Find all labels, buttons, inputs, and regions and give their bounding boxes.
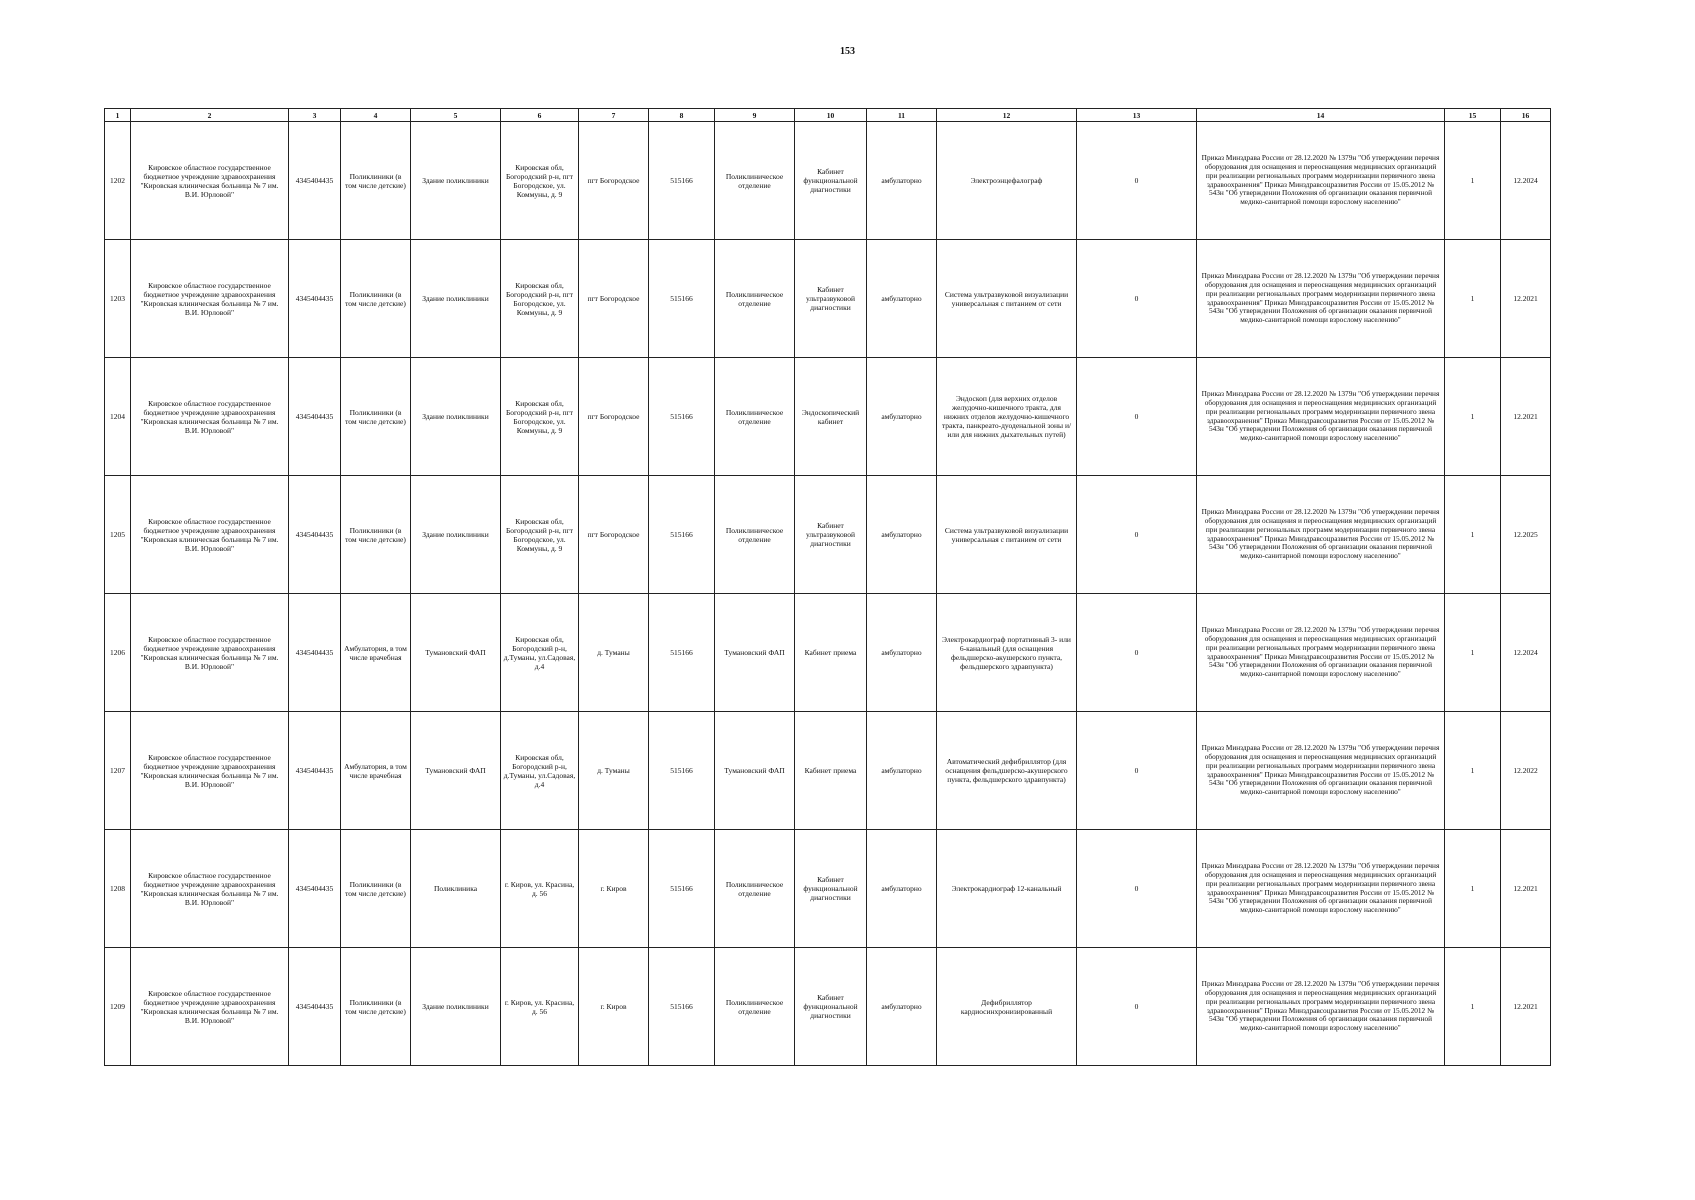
building-cell: Тумановский ФАП bbox=[411, 594, 501, 712]
table-row bbox=[105, 358, 1551, 476]
department-cell: Поликлиническое отделение bbox=[715, 476, 795, 594]
facility-type-cell: Поликлиники (в том числе детские) bbox=[341, 476, 411, 594]
building-cell: Здание поликлиники bbox=[411, 948, 501, 1066]
code-cell: 515166 bbox=[649, 830, 715, 948]
row-number-cell: 1206 bbox=[105, 594, 131, 712]
department-cell: Тумановский ФАП bbox=[715, 712, 795, 830]
quantity-required-cell: 1 bbox=[1445, 948, 1501, 1066]
legal-basis-cell: Приказ Минздрава России от 28.12.2020 № 1379н "Об утверждении перечня оборудования для оснащения и переоснащения медицинских организаций при реализации региональных программ модернизации первичного звена здравоохранения" Приказ Минздравсоцразвития России от 15.05.2012 № 543н "Об утверждении Положения об организации оказания первичной медико-санитарной помощи взрослому населению" bbox=[1197, 358, 1445, 476]
department-cell: Поликлиническое отделение bbox=[715, 830, 795, 948]
equipment-cell: Система ультразвуковой визуализации универсальная с питанием от сети bbox=[937, 240, 1077, 358]
care-form-cell: амбулаторно bbox=[867, 948, 937, 1066]
column-header: 10 bbox=[795, 109, 867, 122]
date-cell: 12.2024 bbox=[1501, 122, 1551, 240]
locality-cell: д. Туманы bbox=[579, 594, 649, 712]
quantity-available-cell: 0 bbox=[1077, 948, 1197, 1066]
organization-cell: Кировское областное государственное бюджетное учреждение здравоохранения "Кировская клиническая больница № 7 им. В.И. Юрловой" bbox=[131, 948, 289, 1066]
code-cell: 515166 bbox=[649, 240, 715, 358]
column-header: 8 bbox=[649, 109, 715, 122]
address-cell: Кировская обл, Богородский р-н, пгт Богородское, ул. Коммуны, д. 9 bbox=[501, 240, 579, 358]
date-cell: 12.2024 bbox=[1501, 594, 1551, 712]
locality-cell: г. Киров bbox=[579, 830, 649, 948]
column-header: 1 bbox=[105, 109, 131, 122]
date-cell: 12.2021 bbox=[1501, 948, 1551, 1066]
department-cell: Поликлиническое отделение bbox=[715, 358, 795, 476]
quantity-available-cell: 0 bbox=[1077, 358, 1197, 476]
department-cell: Поликлиническое отделение bbox=[715, 240, 795, 358]
table-body bbox=[105, 122, 1551, 1066]
address-cell: Кировская обл, Богородский р-н, д.Туманы, ул.Садовая, д.4 bbox=[501, 712, 579, 830]
equipment-cell: Дефибриллятор кардиосинхронизированный bbox=[937, 948, 1077, 1066]
date-cell: 12.2025 bbox=[1501, 476, 1551, 594]
building-cell: Здание поликлиники bbox=[411, 240, 501, 358]
facility-type-cell: Поликлиники (в том числе детские) bbox=[341, 948, 411, 1066]
inn-cell: 4345404435 bbox=[289, 476, 341, 594]
table-row bbox=[105, 594, 1551, 712]
organization-cell: Кировское областное государственное бюджетное учреждение здравоохранения "Кировская клиническая больница № 7 им. В.И. Юрловой" bbox=[131, 240, 289, 358]
locality-cell: г. Киров bbox=[579, 948, 649, 1066]
building-cell: Здание поликлиники bbox=[411, 476, 501, 594]
table-header-row bbox=[105, 109, 1551, 122]
facility-type-cell: Поликлиники (в том числе детские) bbox=[341, 122, 411, 240]
organization-cell: Кировское областное государственное бюджетное учреждение здравоохранения "Кировская клиническая больница № 7 им. В.И. Юрловой" bbox=[131, 122, 289, 240]
cabinet-cell: Кабинет функциональной диагностики bbox=[795, 948, 867, 1066]
cabinet-cell: Кабинет ультразвуковой диагностики bbox=[795, 476, 867, 594]
address-cell: Кировская обл, Богородский р-н, д.Туманы, ул.Садовая, д.4 bbox=[501, 594, 579, 712]
building-cell: Здание поликлиники bbox=[411, 122, 501, 240]
organization-cell: Кировское областное государственное бюджетное учреждение здравоохранения "Кировская клиническая больница № 7 им. В.И. Юрловой" bbox=[131, 830, 289, 948]
column-header: 9 bbox=[715, 109, 795, 122]
code-cell: 515166 bbox=[649, 476, 715, 594]
row-number-cell: 1207 bbox=[105, 712, 131, 830]
address-cell: г. Киров, ул. Красина, д. 56 bbox=[501, 948, 579, 1066]
equipment-cell: Электрокардиограф портативный 3- или 6-канальный (для оснащения фельдшерско-акушерского пункта, фельдшерского здравпункта) bbox=[937, 594, 1077, 712]
facility-type-cell: Амбулатория, в том числе врачебная bbox=[341, 712, 411, 830]
quantity-available-cell: 0 bbox=[1077, 712, 1197, 830]
quantity-required-cell: 1 bbox=[1445, 830, 1501, 948]
cabinet-cell: Кабинет приема bbox=[795, 712, 867, 830]
quantity-required-cell: 1 bbox=[1445, 476, 1501, 594]
column-header: 5 bbox=[411, 109, 501, 122]
row-number-cell: 1205 bbox=[105, 476, 131, 594]
inn-cell: 4345404435 bbox=[289, 240, 341, 358]
column-header: 6 bbox=[501, 109, 579, 122]
address-cell: г. Киров, ул. Красина, д. 56 bbox=[501, 830, 579, 948]
legal-basis-cell: Приказ Минздрава России от 28.12.2020 № 1379н "Об утверждении перечня оборудования для оснащения и переоснащения медицинских организаций при реализации региональных программ модернизации первичного звена здравоохранения" Приказ Минздравсоцразвития России от 15.05.2012 № 543н "Об утверждении Положения об организации оказания первичной медико-санитарной помощи взрослому населению" bbox=[1197, 476, 1445, 594]
organization-cell: Кировское областное государственное бюджетное учреждение здравоохранения "Кировская клиническая больница № 7 им. В.И. Юрловой" bbox=[131, 712, 289, 830]
date-cell: 12.2021 bbox=[1501, 830, 1551, 948]
column-header: 16 bbox=[1501, 109, 1551, 122]
column-header: 4 bbox=[341, 109, 411, 122]
equipment-table bbox=[104, 108, 1551, 1066]
legal-basis-cell: Приказ Минздрава России от 28.12.2020 № 1379н "Об утверждении перечня оборудования для оснащения и переоснащения медицинских организаций при реализации региональных программ модернизации первичного звена здравоохранения" Приказ Минздравсоцразвития России от 15.05.2012 № 543н "Об утверждении Положения об организации оказания первичной медико-санитарной помощи взрослому населению" bbox=[1197, 240, 1445, 358]
date-cell: 12.2021 bbox=[1501, 358, 1551, 476]
organization-cell: Кировское областное государственное бюджетное учреждение здравоохранения "Кировская клиническая больница № 7 им. В.И. Юрловой" bbox=[131, 476, 289, 594]
table-row bbox=[105, 240, 1551, 358]
code-cell: 515166 bbox=[649, 594, 715, 712]
quantity-required-cell: 1 bbox=[1445, 358, 1501, 476]
row-number-cell: 1209 bbox=[105, 948, 131, 1066]
inn-cell: 4345404435 bbox=[289, 122, 341, 240]
care-form-cell: амбулаторно bbox=[867, 712, 937, 830]
locality-cell: пгт Богородское bbox=[579, 476, 649, 594]
locality-cell: пгт Богородское bbox=[579, 240, 649, 358]
legal-basis-cell: Приказ Минздрава России от 28.12.2020 № 1379н "Об утверждении перечня оборудования для оснащения и переоснащения медицинских организаций при реализации региональных программ модернизации первичного звена здравоохранения" Приказ Минздравсоцразвития России от 15.05.2012 № 543н "Об утверждении Положения об организации оказания первичной медико-санитарной помощи взрослому населению" bbox=[1197, 712, 1445, 830]
cabinet-cell: Кабинет ультразвуковой диагностики bbox=[795, 240, 867, 358]
address-cell: Кировская обл, Богородский р-н, пгт Богородское, ул. Коммуны, д. 9 bbox=[501, 358, 579, 476]
code-cell: 515166 bbox=[649, 122, 715, 240]
quantity-required-cell: 1 bbox=[1445, 122, 1501, 240]
department-cell: Поликлиническое отделение bbox=[715, 122, 795, 240]
quantity-available-cell: 0 bbox=[1077, 830, 1197, 948]
cabinet-cell: Кабинет функциональной диагностики bbox=[795, 122, 867, 240]
page-number: 153 bbox=[840, 46, 855, 57]
facility-type-cell: Поликлиники (в том числе детские) bbox=[341, 830, 411, 948]
date-cell: 12.2021 bbox=[1501, 240, 1551, 358]
legal-basis-cell: Приказ Минздрава России от 28.12.2020 № 1379н "Об утверждении перечня оборудования для оснащения и переоснащения медицинских организаций при реализации региональных программ модернизации первичного звена здравоохранения" Приказ Минздравсоцразвития России от 15.05.2012 № 543н "Об утверждении Положения об организации оказания первичной медико-санитарной помощи взрослому населению" bbox=[1197, 948, 1445, 1066]
building-cell: Здание поликлиники bbox=[411, 358, 501, 476]
quantity-required-cell: 1 bbox=[1445, 594, 1501, 712]
column-header: 2 bbox=[131, 109, 289, 122]
inn-cell: 4345404435 bbox=[289, 594, 341, 712]
quantity-required-cell: 1 bbox=[1445, 712, 1501, 830]
inn-cell: 4345404435 bbox=[289, 948, 341, 1066]
code-cell: 515166 bbox=[649, 712, 715, 830]
department-cell: Тумановский ФАП bbox=[715, 594, 795, 712]
table-row bbox=[105, 948, 1551, 1066]
cabinet-cell: Эндоскопический кабинет bbox=[795, 358, 867, 476]
table-row bbox=[105, 476, 1551, 594]
row-number-cell: 1204 bbox=[105, 358, 131, 476]
quantity-available-cell: 0 bbox=[1077, 594, 1197, 712]
locality-cell: пгт Богородское bbox=[579, 122, 649, 240]
legal-basis-cell: Приказ Минздрава России от 28.12.2020 № 1379н "Об утверждении перечня оборудования для оснащения и переоснащения медицинских организаций при реализации региональных программ модернизации первичного звена здравоохранения" Приказ Минздравсоцразвития России от 15.05.2012 № 543н "Об утверждении Положения об организации оказания первичной медико-санитарной помощи взрослому населению" bbox=[1197, 594, 1445, 712]
organization-cell: Кировское областное государственное бюджетное учреждение здравоохранения "Кировская клиническая больница № 7 им. В.И. Юрловой" bbox=[131, 594, 289, 712]
column-header: 3 bbox=[289, 109, 341, 122]
address-cell: Кировская обл, Богородский р-н, пгт Богородское, ул. Коммуны, д. 9 bbox=[501, 476, 579, 594]
column-header: 13 bbox=[1077, 109, 1197, 122]
column-header: 7 bbox=[579, 109, 649, 122]
legal-basis-cell: Приказ Минздрава России от 28.12.2020 № 1379н "Об утверждении перечня оборудования для оснащения и переоснащения медицинских организаций при реализации региональных программ модернизации первичного звена здравоохранения" Приказ Минздравсоцразвития России от 15.05.2012 № 543н "Об утверждении Положения об организации оказания первичной медико-санитарной помощи взрослому населению" bbox=[1197, 830, 1445, 948]
row-number-cell: 1202 bbox=[105, 122, 131, 240]
care-form-cell: амбулаторно bbox=[867, 358, 937, 476]
facility-type-cell: Амбулатория, в том числе врачебная bbox=[341, 594, 411, 712]
department-cell: Поликлиническое отделение bbox=[715, 948, 795, 1066]
table-row bbox=[105, 830, 1551, 948]
care-form-cell: амбулаторно bbox=[867, 476, 937, 594]
quantity-required-cell: 1 bbox=[1445, 240, 1501, 358]
equipment-cell: Автоматический дефибриллятор (для оснащения фельдшерско-акушерского пункта, фельдшерского здравпункта) bbox=[937, 712, 1077, 830]
table-row bbox=[105, 712, 1551, 830]
equipment-cell: Электроэнцефалограф bbox=[937, 122, 1077, 240]
equipment-cell: Эндоскоп (для верхних отделов желудочно-кишечного тракта, для нижних отделов желудочно-кишечного тракта, панкреато-дуоденальной зоны и/или для нижних дыхательных путей) bbox=[937, 358, 1077, 476]
inn-cell: 4345404435 bbox=[289, 830, 341, 948]
table-row bbox=[105, 122, 1551, 240]
locality-cell: пгт Богородское bbox=[579, 358, 649, 476]
care-form-cell: амбулаторно bbox=[867, 122, 937, 240]
care-form-cell: амбулаторно bbox=[867, 240, 937, 358]
equipment-cell: Система ультразвуковой визуализации универсальная с питанием от сети bbox=[937, 476, 1077, 594]
address-cell: Кировская обл, Богородский р-н, пгт Богородское, ул. Коммуны, д. 9 bbox=[501, 122, 579, 240]
care-form-cell: амбулаторно bbox=[867, 594, 937, 712]
legal-basis-cell: Приказ Минздрава России от 28.12.2020 № 1379н "Об утверждении перечня оборудования для оснащения и переоснащения медицинских организаций при реализации региональных программ модернизации первичного звена здравоохранения" Приказ Минздравсоцразвития России от 15.05.2012 № 543н "Об утверждении Положения об организации оказания первичной медико-санитарной помощи взрослому населению" bbox=[1197, 122, 1445, 240]
date-cell: 12.2022 bbox=[1501, 712, 1551, 830]
quantity-available-cell: 0 bbox=[1077, 122, 1197, 240]
inn-cell: 4345404435 bbox=[289, 712, 341, 830]
column-header: 14 bbox=[1197, 109, 1445, 122]
locality-cell: д. Туманы bbox=[579, 712, 649, 830]
code-cell: 515166 bbox=[649, 358, 715, 476]
building-cell: Поликлиника bbox=[411, 830, 501, 948]
code-cell: 515166 bbox=[649, 948, 715, 1066]
inn-cell: 4345404435 bbox=[289, 358, 341, 476]
equipment-cell: Электрокардиограф 12-канальный bbox=[937, 830, 1077, 948]
quantity-available-cell: 0 bbox=[1077, 240, 1197, 358]
column-header: 12 bbox=[937, 109, 1077, 122]
cabinet-cell: Кабинет приема bbox=[795, 594, 867, 712]
organization-cell: Кировское областное государственное бюджетное учреждение здравоохранения "Кировская клиническая больница № 7 им. В.И. Юрловой" bbox=[131, 358, 289, 476]
column-header: 15 bbox=[1445, 109, 1501, 122]
facility-type-cell: Поликлиники (в том числе детские) bbox=[341, 358, 411, 476]
row-number-cell: 1203 bbox=[105, 240, 131, 358]
column-header: 11 bbox=[867, 109, 937, 122]
building-cell: Тумановский ФАП bbox=[411, 712, 501, 830]
care-form-cell: амбулаторно bbox=[867, 830, 937, 948]
facility-type-cell: Поликлиники (в том числе детские) bbox=[341, 240, 411, 358]
cabinet-cell: Кабинет функциональной диагностики bbox=[795, 830, 867, 948]
quantity-available-cell: 0 bbox=[1077, 476, 1197, 594]
row-number-cell: 1208 bbox=[105, 830, 131, 948]
